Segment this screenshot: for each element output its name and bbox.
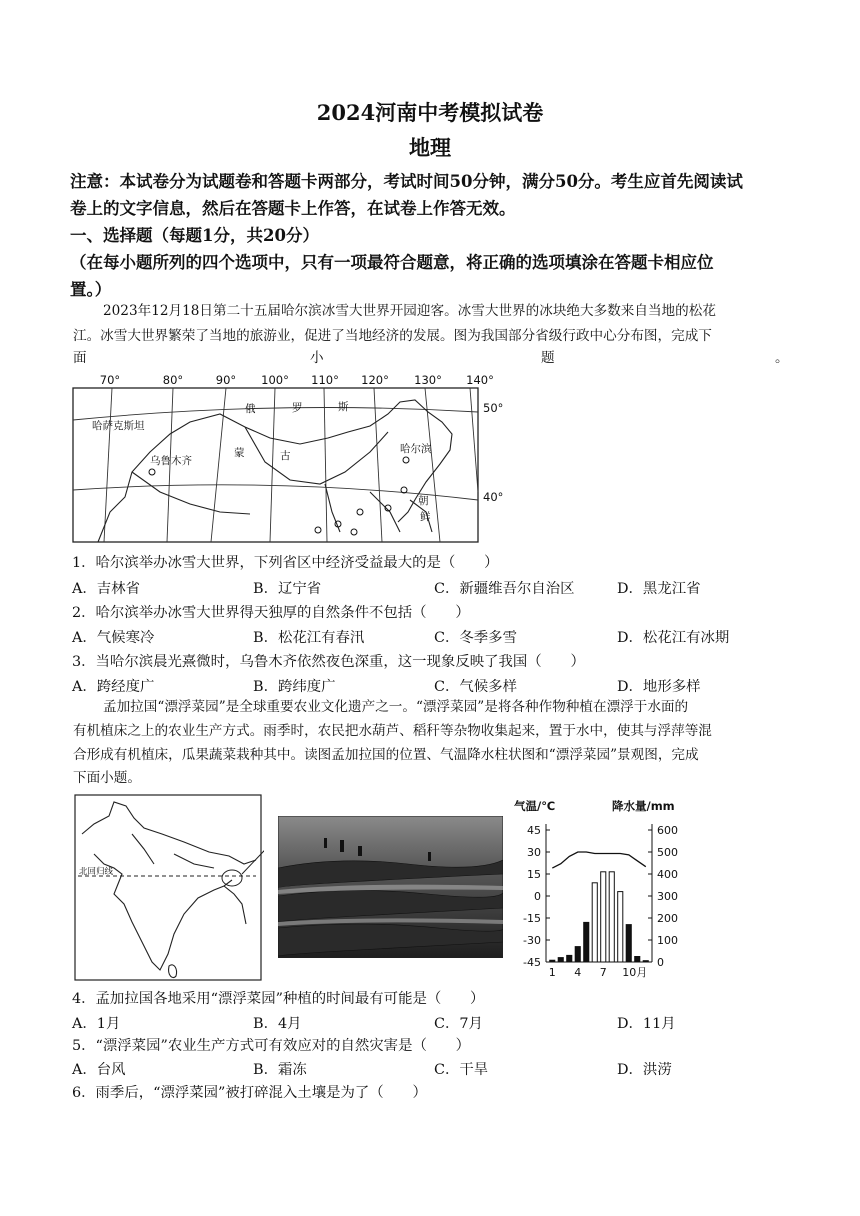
lon-label-100: 100° bbox=[261, 373, 289, 387]
y-right-tick-label: 0 bbox=[657, 956, 664, 969]
x-tick-label: 10月 bbox=[622, 966, 648, 979]
q2-option-d[interactable]: D．松花江有冰期 bbox=[617, 630, 730, 646]
passage2-line-2: 有机植床之上的农业生产方式。雨季时，农民把水葫芦、稻秆等杂物收集起来，置于水中，使其与浮萍等混 bbox=[73, 723, 712, 739]
climate-chart bbox=[510, 794, 690, 984]
y-left-tick-label: 45 bbox=[527, 824, 541, 837]
q5-option-d[interactable]: D．洪涝 bbox=[617, 1062, 672, 1078]
question-5-stem: 5．“漂浮菜园”农业生产方式可有效应对的自然灾害是（ ） bbox=[72, 1038, 471, 1054]
label-urumqi: 乌鲁木齐 bbox=[150, 455, 192, 467]
y-left-tick-label: -15 bbox=[523, 912, 541, 925]
exam-title: 2024河南中考模拟试卷 bbox=[316, 100, 544, 125]
label-korea-2: 鲜 bbox=[420, 511, 431, 523]
notice-line-2: 卷上的文字信息，然后在答题卡上作答，在试卷上作答无效。 bbox=[70, 199, 516, 218]
label-kazakhstan: 哈萨克斯坦 bbox=[92, 420, 145, 432]
lon-label-70: 70° bbox=[99, 373, 121, 387]
lat-label-40: 40° bbox=[483, 490, 504, 504]
y-left-tick-label: 15 bbox=[527, 868, 541, 881]
passage1-line-3b: 小 bbox=[310, 350, 324, 366]
q2-option-a[interactable]: A．气候寒冷 bbox=[72, 630, 155, 646]
x-tick-label: 7 bbox=[599, 966, 607, 979]
passage2-line-4: 下面小题。 bbox=[73, 770, 141, 786]
question-1-stem: 1．哈尔滨举办冰雪大世界，下列省区中经济受益最大的是（ ） bbox=[72, 555, 499, 571]
passage1-line-3c: 题 bbox=[541, 350, 555, 366]
china-province-map bbox=[70, 372, 510, 544]
precip-bar-6 bbox=[592, 883, 597, 962]
tropic-label: 北回归线 bbox=[79, 867, 114, 877]
precip-bar-2 bbox=[558, 958, 563, 962]
section-heading: 一、选择题（每题1分，共20分） bbox=[70, 226, 319, 245]
precip-bar-1 bbox=[550, 960, 555, 962]
question-4-stem: 4．孟加拉国各地采用“漂浮菜园”种植的时间最有可能是（ ） bbox=[72, 991, 485, 1007]
passage2-line-3: 合形成有机植床，瓜果蔬菜栽种其中。读图孟加拉国的位置、气温降水柱状图和“漂浮菜园”景观图，完成 bbox=[73, 747, 699, 763]
precip-bar-8 bbox=[609, 872, 614, 962]
lon-label-110: 110° bbox=[311, 373, 339, 387]
x-tick-label: 4 bbox=[574, 966, 582, 979]
q3-option-b[interactable]: B．跨纬度广 bbox=[253, 679, 336, 695]
precip-bar-12 bbox=[643, 961, 648, 962]
label-mongolia-2: 古 bbox=[280, 450, 291, 462]
notice-line-1: 注意：本试卷分为试题卷和答题卡两部分，考试时间50分钟，满分50分。考生应首先阅读试 bbox=[70, 172, 743, 191]
label-korea-1: 朝 bbox=[418, 495, 429, 507]
south-asia-map bbox=[74, 794, 264, 982]
passage1-line-3a: 面 bbox=[73, 350, 87, 366]
question-2-stem: 2．哈尔滨举办冰雪大世界得天独厚的自然条件不包括（ ） bbox=[72, 605, 470, 621]
lon-label-130: 130° bbox=[414, 373, 442, 387]
q5-option-a[interactable]: A．台风 bbox=[72, 1062, 126, 1078]
q4-option-c[interactable]: C．7月 bbox=[434, 1016, 483, 1032]
lon-label-90: 90° bbox=[215, 373, 237, 387]
y-right-tick-label: 400 bbox=[657, 868, 678, 881]
lon-label-80: 80° bbox=[162, 373, 184, 387]
q4-option-b[interactable]: B．4月 bbox=[253, 1016, 302, 1032]
passage2-line-1: 孟加拉国“漂浮菜园”是全球重要农业文化遗产之一。“漂浮菜园”是将各种作物种植在漂浮于水面的 bbox=[103, 699, 689, 715]
precip-bar-3 bbox=[567, 955, 572, 962]
y-left-tick-label: -45 bbox=[523, 956, 541, 969]
subject-title: 地理 bbox=[409, 135, 451, 160]
y-right-tick-label: 100 bbox=[657, 934, 678, 947]
q5-option-b[interactable]: B．霜冻 bbox=[253, 1062, 307, 1078]
passage1-line-2: 江。冰雪大世界繁荣了当地的旅游业，促进了当地经济的发展。图为我国部分省级行政中心分布图，完成下 bbox=[73, 328, 712, 344]
section-instruction-2: 置。） bbox=[70, 280, 112, 299]
y-right-tick-label: 600 bbox=[657, 824, 678, 837]
label-harbin: 哈尔滨 bbox=[400, 443, 432, 455]
q3-option-d[interactable]: D．地形多样 bbox=[617, 679, 701, 695]
y-left-tick-label: 0 bbox=[534, 890, 541, 903]
q1-option-a[interactable]: A．吉林省 bbox=[72, 581, 140, 597]
y-right-tick-label: 200 bbox=[657, 912, 678, 925]
precip-bar-4 bbox=[575, 947, 580, 962]
q5-option-c[interactable]: C．干旱 bbox=[434, 1062, 489, 1078]
q1-option-b[interactable]: B．辽宁省 bbox=[253, 581, 322, 597]
label-russia-1: 俄 bbox=[245, 403, 256, 415]
question-6-stem: 6．雨季后，“漂浮菜园”被打碎混入土壤是为了（ ） bbox=[72, 1085, 427, 1101]
section-instruction-1: （在每小题所列的四个选项中，只有一项最符合题意，将正确的选项填涂在答题卡相应位 bbox=[70, 253, 714, 272]
y-left-tick-label: 30 bbox=[527, 846, 541, 859]
label-russia-3: 斯 bbox=[338, 401, 349, 413]
y-left-tick-label: -30 bbox=[523, 934, 541, 947]
y-right-tick-label: 300 bbox=[657, 890, 678, 903]
q2-option-c[interactable]: C．冬季多雪 bbox=[434, 630, 517, 646]
x-tick-label: 1 bbox=[548, 966, 556, 979]
q1-option-d[interactable]: D．黑龙江省 bbox=[617, 581, 701, 597]
lon-label-120: 120° bbox=[361, 373, 389, 387]
precip-bar-9 bbox=[618, 892, 623, 962]
label-mongolia-1: 蒙 bbox=[234, 447, 245, 459]
precip-bar-11 bbox=[635, 957, 640, 963]
question-3-stem: 3．当哈尔滨晨光熹微时，乌鲁木齐依然夜色深重，这一现象反映了我国（ ） bbox=[72, 654, 585, 670]
ylabel-left: 气温/℃ bbox=[514, 799, 556, 813]
passage1-line-1: 2023年12月18日第二十五届哈尔滨冰雪大世界开园迎客。冰雪大世界的冰块绝大多数来自当地的松花 bbox=[103, 303, 716, 319]
q4-option-d[interactable]: D．11月 bbox=[617, 1016, 676, 1032]
q1-option-c[interactable]: C．新疆维吾尔自治区 bbox=[434, 581, 575, 597]
precip-bar-5 bbox=[584, 922, 589, 962]
temperature-line bbox=[552, 852, 646, 868]
label-russia-2: 罗 bbox=[292, 402, 303, 414]
ylabel-right: 降水量/mm bbox=[612, 799, 675, 813]
y-right-tick-label: 500 bbox=[657, 846, 678, 859]
lon-label-140: 140° bbox=[466, 373, 494, 387]
q4-option-a[interactable]: A．1月 bbox=[72, 1016, 121, 1032]
precip-bar-10 bbox=[626, 925, 631, 962]
passage1-line-3d: 。 bbox=[775, 350, 789, 366]
q3-option-a[interactable]: A．跨经度广 bbox=[72, 679, 155, 695]
precip-bar-7 bbox=[601, 872, 606, 962]
q3-option-c[interactable]: C．气候多样 bbox=[434, 679, 517, 695]
lat-label-50: 50° bbox=[483, 401, 504, 415]
q2-option-b[interactable]: B．松花江有春汛 bbox=[253, 630, 365, 646]
floating-garden-photo bbox=[278, 816, 503, 958]
